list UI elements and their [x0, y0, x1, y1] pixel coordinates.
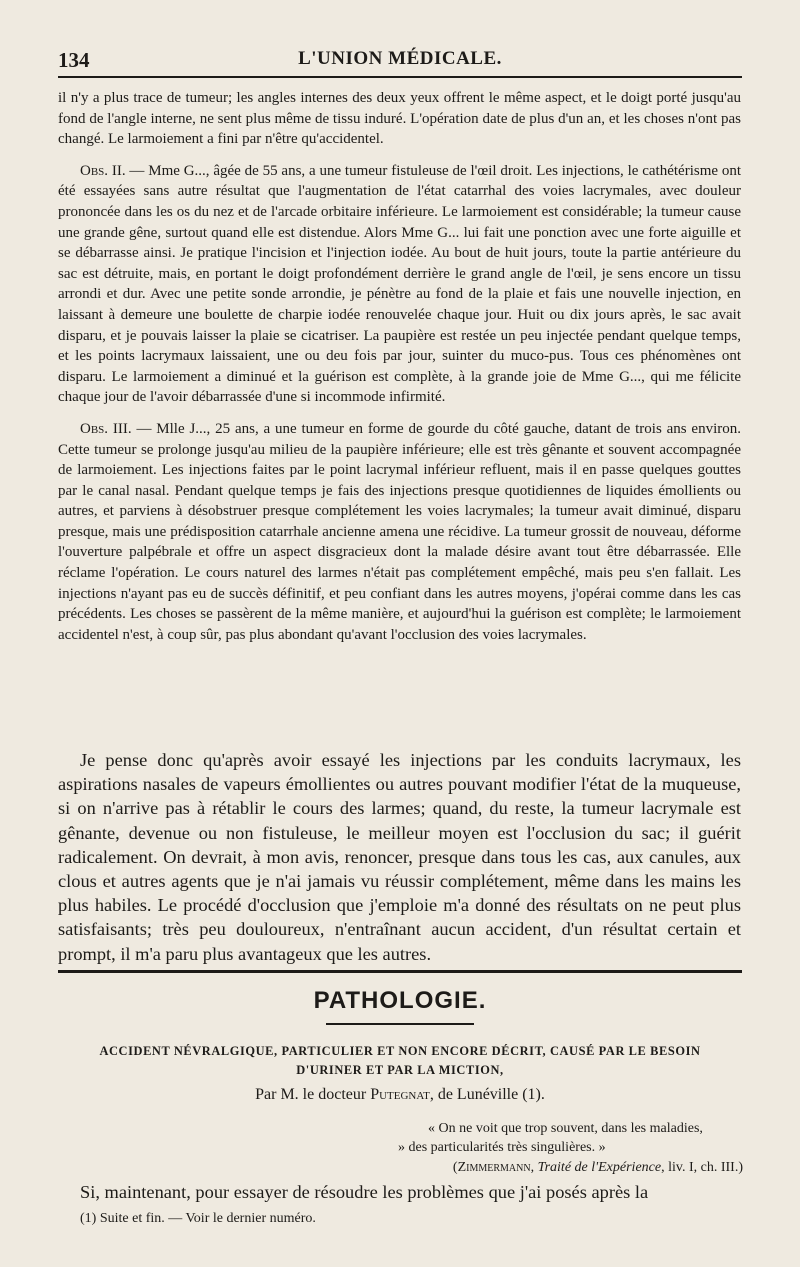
footnote: (1) Suite et fin. — Voir le dernier numéro.	[80, 1211, 316, 1226]
section-title: PATHOLOGIE.	[313, 987, 487, 1014]
page-header	[58, 44, 742, 78]
epigraph	[398, 1119, 743, 1177]
observation-2	[58, 161, 741, 408]
article-title-line-2: D'URINER ET PAR LA MICTION,	[296, 1063, 504, 1077]
section-divider	[58, 970, 742, 973]
observation-3-text: — Mlle J..., 25 ans, a une tumeur en forme de gourde du côté gauche, datant de trois ans environ. Cette tumeur se prolonge jusqu'au milieu de la paupière inférieure; elle est très gênante et souvent accompagnée de larmoiement. Les injections faites par le point lacrymal inférieur refluent, mais il en passe quelques gouttes par le canal nasal. Pendant quelque temps je fais des injections presque quotidiennes de liquides émollients ou autres, et parviens à désobstruer presque complétement les voies lacrymales; la tumeur avait diminué, disparu presque, mais une prédisposition catarrhale ancienne amena une récidive. La tumeur grossit de nouveau, déforme l'ouverture palpébrale et offre un aspect disgracieux dont la malade désire avant tout être débarrassée. Elle réclame l'opération. Le cours naturel des larmes n'était pas complétement empêché, mais peu s'en fallait. Les injections n'ayant pas eu de succès définitif, et peu confiant dans les autres moyens, j'opérai comme dans les cas précédents. Les choses se passèrent de la même manière, et aujourd'hui la guérison est complète; le larmoiement accidentel n'est, à coup sûr, pas plus abondant qu'avant l'occlusion des voies lacrymales.	[58, 420, 742, 643]
author-name: Putegnat	[370, 1086, 430, 1103]
observation-2-text: — Mme G..., âgée de 55 ans, a une tumeur fistuleuse de l'œil droit. Les injections, le cathétérisme ont été essayées sans autre résultat que l'augmentation de l'état catarrhal des voies lacrymales, avec douleur prononcée dans les os du nez et de l'arcade orbitaire inférieure. Le larmoiement est considérable; la tumeur cause une grande gêne, surtout quand elle est distendue. Alors Mme G... lui fait une ponction avec une forte aiguille et se débarrasse ainsi. Je pratique l'incision et l'injection iodée. Au bout de huit jours, toute la partie antérieure du sac est détruite, mais, en portant le doigt profondément derrière le grand angle de l'œil, je sens encore un tissu arrondi et dur. Avec une petite sonde arrondie, je pénètre au fond de la plaie et fais une nouvelle injection, en laissant à demeure une boulette de charpie iodée renouvelée chaque jour. Huit ou dix jours après, le sac avait disparu, et je pouvais laisser la plaie se cicatriser. La paupière est restée un peu injectée pendant quelque temps, et les points lacrymaux laissaient, une ou deu fois par jour, suinter du muco-pus. Tous ces phénomènes ont disparu. Le larmoiement a diminué et la guérison est complète, à la grande joie de Mme G..., qui me félicite chaque jour de l'avoir débarrassée d'une si incommode infirmité.	[58, 162, 742, 406]
final-paragraph: Si, maintenant, pour essayer de résoudre les problèmes que j'ai posés après la	[80, 1182, 649, 1202]
epigraph-line-2: » des particularités très singulières. »	[398, 1140, 606, 1155]
epigraph-line-1: « On ne voit que trop souvent, dans les maladies,	[428, 1121, 703, 1136]
epigraph-source-name: Zimmermann	[457, 1160, 531, 1175]
author-suffix: , de Lunéville (1).	[429, 1086, 545, 1103]
running-title: L'UNION MÉDICALE.	[298, 48, 502, 69]
author-line	[58, 1086, 742, 1104]
epigraph-source-work: Traité de l'Expérience	[537, 1160, 662, 1175]
epigraph-source-ref: , liv. I, ch. III.)	[661, 1160, 743, 1175]
author-prefix: Par M. le docteur	[255, 1086, 367, 1103]
continuation-paragraph: il n'y a plus trace de tumeur; les angles internes des deux yeux offrent le même aspect, et le doigt porté jusqu'au fond de l'angle interne, ne sent plus même de tissu induré. L'opération date de plus d'un an, et les choses n'ont pas changé. Le larmoiement a fini par n'être qu'accidentel.	[58, 90, 741, 148]
epigraph-source: (Zimmermann, Traité de l'Expérience, liv. I, ch. III.)	[452, 1160, 743, 1175]
header-rule	[58, 76, 742, 78]
conclusion-paragraph: Je pense donc qu'après avoir essayé les injections par les conduits lacrymaux, les aspirations nasales de vapeurs émollientes ou autres pouvant modifier l'état de la muqueuse, si on n'arrive pas à rétablir le cours des larmes; quand, du reste, la tumeur lacrymale est gênante, devenue ou non fistuleuse, le meilleur moyen est l'occlusion du sac; il guérit radicalement. On devrait, à mon avis, renoncer, presque dans tous les cas, aux canules, aux clous et autres agents que je n'ai jamais vu réussir complétement, même dans les mains les plus habiles. Le procédé d'occlusion que j'emploie m'a donné des résultats on ne peut plus satisfaisants; très peu douloureux, n'entraînant aucun accident, d'un résultat certain et prompt, il m'a paru plus avantageux que les autres.	[58, 750, 741, 964]
observation-2-label: Obs. II.	[80, 162, 126, 179]
title-underline	[326, 1023, 474, 1025]
conclusion-block	[58, 748, 741, 966]
observation-3	[58, 419, 741, 646]
observation-3-label: Obs. III.	[80, 420, 132, 437]
article-title-line-1: ACCIDENT NÉVRALGIQUE, PARTICULIER ET NON ENCORE DÉCRIT, CAUSÉ PAR LE BESOIN	[99, 1044, 701, 1058]
case-reports	[58, 88, 741, 645]
page-number: 134	[58, 48, 90, 72]
article-title	[58, 1042, 742, 1080]
